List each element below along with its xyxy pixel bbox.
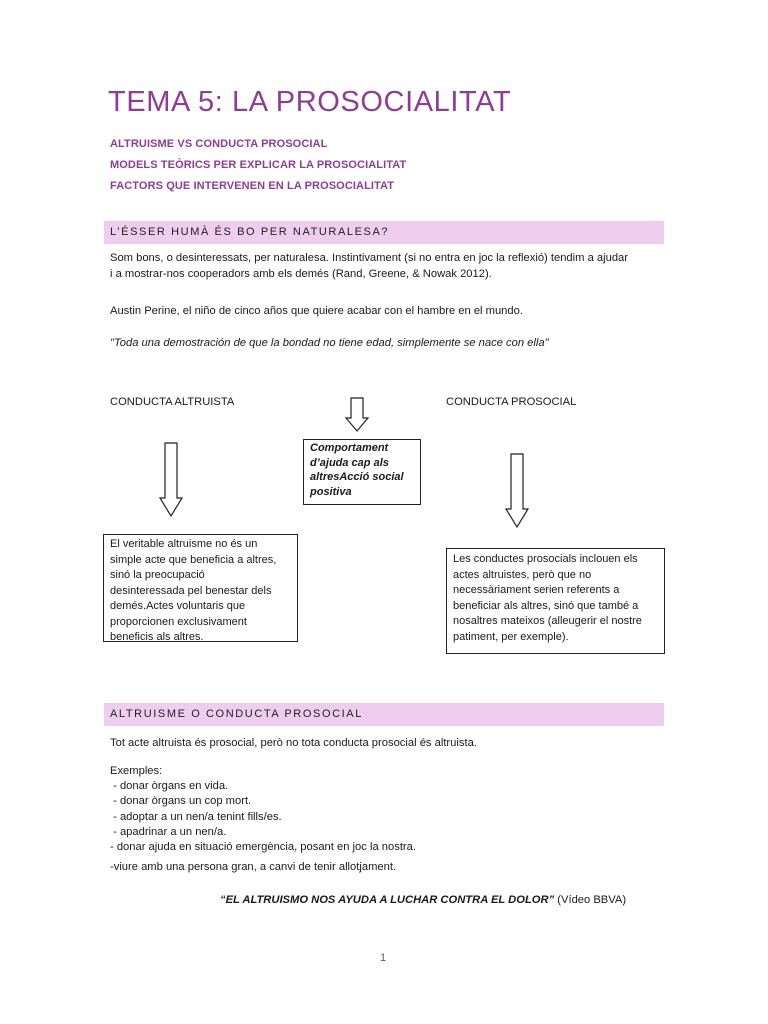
box-line: altresAcció social — [310, 471, 404, 483]
section-heading: ALTRUISME O CONDUCTA PROSOCIAL — [110, 708, 363, 720]
box-line: proporcionen exclusivament — [110, 615, 247, 628]
list-item: - donar òrgans en vida. — [110, 780, 229, 793]
box-line: beneficis als altres. — [110, 631, 204, 643]
subheading-1: ALTRUISME VS CONDUCTA PROSOCIAL — [110, 138, 328, 150]
section-band-naturalesa — [104, 221, 664, 244]
austin-paragraph: Austin Perine, el niño de cinco años que quiere acabar con el hambre en el mundo. — [110, 305, 523, 317]
intro-paragraph — [110, 250, 666, 282]
altruista-label: CONDUCTA ALTRUISTA — [110, 396, 235, 408]
subheading-2: MODELS TEÒRICS PER EXPLICAR LA PROSOCIALITAT — [110, 159, 407, 171]
bondad-quote: "Toda una demostración de que la bondad no tiene edad, simplemente se nace con ella" — [110, 337, 549, 349]
box-line: sinó la preocupació — [110, 569, 205, 581]
list-item: - donar òrgans un cop mort. — [110, 795, 252, 808]
down-arrow-icon — [505, 454, 529, 528]
box-line: demés.Actes voluntaris que — [110, 600, 246, 612]
box-line: desinteressada pel benestar dels — [110, 584, 272, 597]
box-line: nosaltres mateixos (alleugerir el nostre — [453, 615, 642, 627]
section-heading: L’ÉSSER HUMÀ ÉS BO PER NATURALESA? — [110, 226, 390, 238]
box-line: patiment, per exemple). — [453, 630, 569, 643]
box-line: Comportament — [310, 442, 389, 454]
box-line: beneficiar als altres, sinó que també a — [453, 599, 639, 612]
video-reference — [220, 894, 626, 906]
down-arrow-icon — [159, 443, 183, 517]
list-item: - apadrinar a un nen/a. — [110, 825, 227, 838]
altruism-intro: Tot acte altruista és prosocial, però no tota conducta prosocial és altruista. — [110, 737, 477, 749]
box-line: positiva — [310, 485, 352, 498]
box-line: d’ajuda cap als — [310, 456, 389, 469]
box-line: actes altruistes, però que no — [453, 568, 592, 581]
definition-box — [303, 439, 421, 505]
box-line: necessàriament serien referents a — [453, 584, 620, 596]
section-band-altruisme — [104, 703, 664, 726]
list-item: - donar ajuda en situació emergència, posant en joc la nostra. — [110, 841, 416, 854]
box-line: simple acte que beneficia a altres, — [110, 553, 277, 566]
video-source: (Vídeo BBVA) — [554, 894, 627, 906]
paragraph-line: Som bons, o desinteressats, per naturalesa. Instintivament (si no entra en joc la reflexió) tendim a ajudar — [110, 252, 629, 264]
page-title: TEMA 5: LA PROSOCIALITAT — [108, 86, 512, 118]
subheading-3: FACTORS QUE INTERVENEN EN LA PROSOCIALITAT — [110, 180, 395, 192]
prosocial-definition-box — [446, 548, 665, 654]
box-line: Les conductes prosocials inclouen els — [453, 553, 638, 565]
page-number: 1 — [380, 952, 387, 964]
prosocial-label: CONDUCTA PROSOCIAL — [446, 396, 577, 408]
video-quote: “EL ALTRUISMO NOS AYUDA A LUCHAR CONTRA EL DOLOR” — [220, 894, 555, 906]
down-arrow-icon — [345, 398, 369, 432]
extra-example: -viure amb una persona gran, a canvi de tenir allotjament. — [110, 861, 397, 873]
examples-label: Exemples: — [110, 765, 163, 777]
box-line: El veritable altruisme no és un — [110, 538, 258, 550]
paragraph-line: i a mostrar-nos cooperadors amb els demés (Rand, Greene, & Nowak 2012). — [110, 268, 492, 280]
examples-list — [110, 764, 666, 855]
altruism-definition-box — [103, 534, 298, 642]
list-item: - adoptar a un nen/a tenint fills/es. — [110, 810, 282, 823]
